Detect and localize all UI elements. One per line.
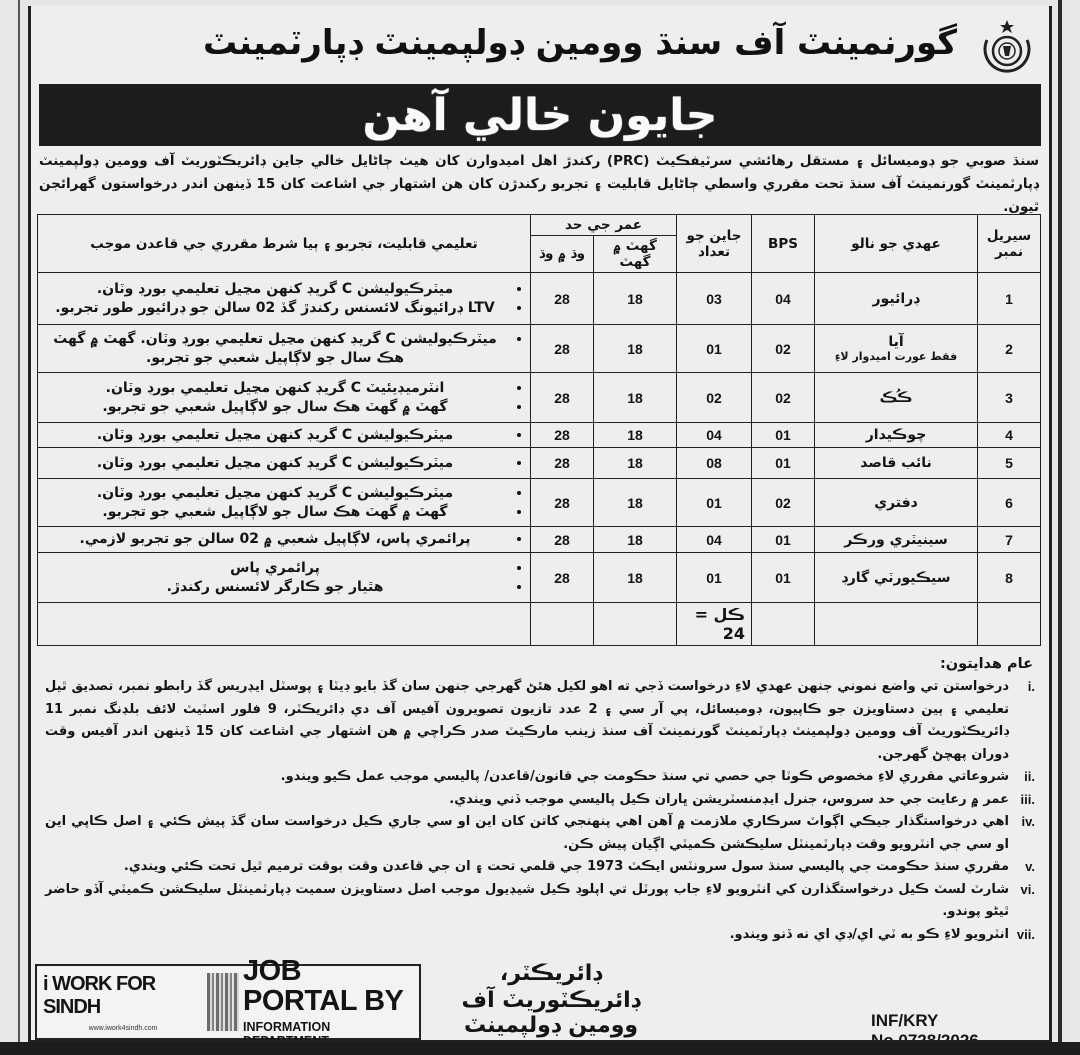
logo-subtitle: INFORMATION	[243, 1020, 331, 1034]
header-age-limit: عمر جي حد	[531, 215, 677, 236]
general-instructions	[39, 656, 1039, 946]
bps-cell: 01	[752, 448, 815, 479]
requirements-cell	[38, 373, 531, 423]
serial-cell: 3	[978, 373, 1041, 423]
requirements-cell	[38, 325, 531, 373]
instruction-number: ii.	[1024, 769, 1035, 784]
signature-title: ڊائريڪٽر،	[499, 961, 603, 986]
instruction-text: عمر ۾ رعايت جي حد سروس، جنرل ايڊمنسٽريشن ڀاران ڪيل پاليسي موجب ڏني ويندي.	[449, 791, 1009, 807]
instruction-text: شروعاتي مقرري لاءِ مخصوص ڪوٽا جي حصي تي سنڌ حڪومت جي قانون/قاعدن/ پاليسي موجب عمل ڪيو ويندو.	[280, 769, 1009, 784]
table-header-row	[38, 215, 1041, 236]
bps-cell: 01	[752, 553, 815, 603]
requirement-item: • ميٽرڪيوليشن C گريڊ کنهن مڃيل تعليمي بورڊ وٽان. گهٽ ۾ گهٽ هڪ سال جو لاڳاپيل شعبي جو تجربو.	[44, 330, 506, 368]
instruction-number: vi.	[1020, 881, 1035, 897]
post-cell	[815, 325, 978, 373]
total-posts: ڪل = 24	[677, 603, 752, 646]
requirement-item: • ميٽرڪيوليشن C گريڊ کنهن مڃيل تعليمي بورڊ وٽان.	[44, 280, 506, 299]
requirements-cell	[38, 553, 531, 603]
banner-title: جايون خالي آهن	[362, 89, 718, 141]
logo-brand: i WORK FOR SINDH	[43, 972, 156, 1018]
serial-cell: 8	[978, 553, 1041, 603]
age-max-cell: 28	[531, 373, 594, 423]
header-age-min: گهٽ ۾ گهٽ	[594, 236, 677, 273]
instruction-item	[45, 766, 1035, 789]
page-bottom-edge	[0, 1042, 1080, 1055]
table-row	[38, 479, 1041, 527]
requirement-item: • پرائمري پاس، لاڳاپيل شعبي ۾ 02 سالن جو تجربو لازمي.	[44, 530, 506, 549]
header-age-max: وڌ ۾ وڌ	[531, 236, 594, 273]
bps-cell: 04	[752, 273, 815, 325]
instruction-text: مقرري سنڌ حڪومت جي پاليسي سنڌ سول سرونٽس ايڪٽ 1973 جي قلمي تحت ۽ ان جي قاعدن وقت بوقت ترميم ٿيل تحت ڪئي ويندي.	[123, 859, 1009, 874]
age-min-cell: 18	[594, 527, 677, 553]
post-cell	[815, 553, 978, 603]
intro-paragraph: سنڌ صوبي جو ڊوميسائل ۽ مستقل رهائشي سرٽيفڪيٽ (PRC) رکندڙ اهل اميدوارن کان هيٺ ڄاڻايل خالي جاين ڊائريڪٽوريٽ آف وومين ڊولپمينٽ ڊپارٽمينٽ گورنمينٽ آف سنڌ تحت مقرري واسطي ڄاڻايل قابليت ۽ تجربو رکندڙن کان هن اشتهار جي اشاعت کان 15 ڏينهن اندر درخواستون گهرائجن ٿيون.	[39, 153, 1040, 215]
requirement-item: • انٽرميڊيئيٽ C گريڊ کنهن مڃيل تعليمي بورڊ وٽان.	[44, 379, 506, 398]
instruction-item	[45, 676, 1035, 766]
serial-cell: 1	[978, 273, 1041, 325]
post-cell	[815, 373, 978, 423]
job-portal-logo	[35, 955, 421, 1040]
age-min-cell: 18	[594, 553, 677, 603]
instruction-item	[45, 811, 1035, 856]
post-name: دفتري	[874, 494, 918, 511]
requirements-cell	[38, 423, 531, 448]
instruction-text: اهي درخواستگذار جيڪي اڳواٽ سرڪاري ملازمت ۾ آهن اهي پنهنجي کاتن کان اين او سي جاري ڪيل درخواست سان گڏ پيش ڪئي ۽ اصل ڪاپي اين او سي جي انٽرويو وقت ڊپارٽمينٽل سليڪشن ڪميٽي اڳيان پيش ڪن.	[45, 814, 1009, 852]
instruction-text: شارٽ لسٽ ڪيل درخواستگذارن کي انٽرويو لاءِ جاب پورٽل تي اپلوڊ ڪيل شيڊيول موجب اصل دستاويزن سميت ڊپارٽمينٽل سليڪشن ڪميٽي آڏو حاضر ٿيڻو پوندو.	[45, 881, 1009, 919]
page-edge-right	[1058, 0, 1062, 1055]
count-cell: 03	[677, 273, 752, 325]
post-name: ڪُڪ	[879, 389, 913, 406]
serial-cell: 2	[978, 325, 1041, 373]
instructions-list	[39, 676, 1039, 946]
header-serial: سيريل نمبر	[978, 215, 1041, 273]
bps-cell: 01	[752, 527, 815, 553]
instruction-item	[45, 879, 1035, 924]
table-row	[38, 373, 1041, 423]
post-cell	[815, 448, 978, 479]
empty-cell	[531, 603, 594, 646]
table-row	[38, 553, 1041, 603]
serial-cell: 4	[978, 423, 1041, 448]
post-cell	[815, 273, 978, 325]
requirement-item: • LTV ڊرائيونگ لائسنس رکندڙ گڏ 02 سالن جو ڊرائيور طور تجربو.	[44, 299, 506, 318]
sindh-government-emblem-icon	[979, 18, 1035, 78]
header	[31, 6, 1049, 80]
post-cell	[815, 423, 978, 448]
age-max-cell: 28	[531, 423, 594, 448]
empty-cell	[978, 603, 1041, 646]
bps-cell: 01	[752, 423, 815, 448]
bps-cell: 02	[752, 373, 815, 423]
bps-cell: 02	[752, 325, 815, 373]
header-post: عهدي جو نالو	[815, 215, 978, 273]
count-cell: 01	[677, 325, 752, 373]
table-row	[38, 527, 1041, 553]
age-min-cell: 18	[594, 373, 677, 423]
instruction-number: i.	[1027, 679, 1035, 694]
header-count: جاين جو تعداد	[677, 215, 752, 273]
header-requirements: تعليمي قابليت، تجربو ۽ ٻيا شرط مقرري جي قاعدن موجب	[38, 215, 531, 273]
instruction-item	[45, 856, 1035, 879]
serial-cell: 6	[978, 479, 1041, 527]
logo-title: JOB PORTAL BY	[243, 955, 404, 1017]
signature-block	[426, 961, 676, 1038]
reference-number: INF/KRY	[871, 1011, 939, 1030]
requirements-cell	[38, 527, 531, 553]
instruction-item	[45, 789, 1035, 812]
age-min-cell: 18	[594, 448, 677, 479]
qr-code-icon	[207, 973, 239, 1031]
count-cell: 04	[677, 423, 752, 448]
serial-cell: 5	[978, 448, 1041, 479]
count-cell: 04	[677, 527, 752, 553]
instruction-text: انٽرويو لاءِ ڪو به ٽي اي/ڊي اي نه ڏنو ويندو.	[729, 926, 1009, 942]
page-edge-left	[18, 0, 20, 1055]
post-name: نائب قاصد	[860, 455, 932, 471]
serial-cell: 7	[978, 527, 1041, 553]
requirements-cell	[38, 273, 531, 325]
instruction-item	[45, 924, 1035, 947]
requirement-item: • گهٽ ۾ گهٽ هڪ سال جو لاڳاپيل شعبي جو تجربو.	[44, 398, 506, 417]
empty-cell	[38, 603, 531, 646]
post-name: سيڪيورٽي گارڊ	[841, 569, 951, 586]
count-cell: 01	[677, 479, 752, 527]
table-row	[38, 273, 1041, 325]
instruction-number: vii.	[1016, 926, 1035, 942]
table-row	[38, 325, 1041, 373]
requirement-item: • ميٽرڪيوليشن C گريڊ کنهن مڃيل تعليمي بورڊ وٽان.	[44, 426, 506, 445]
requirement-item: • ميٽرڪيوليشن C گريڊ کنهن مڃيل تعليمي بورڊ وٽان.	[44, 454, 506, 473]
post-note: فقط عورت اميدوار لاءِ	[834, 350, 958, 363]
age-max-cell: 28	[531, 479, 594, 527]
post-name: آيا	[888, 334, 904, 350]
age-min-cell: 18	[594, 273, 677, 325]
instructions-heading: عام هدايتون:	[939, 656, 1033, 672]
age-max-cell: 28	[531, 273, 594, 325]
instruction-text: درخواستن تي واضع نموني جنهن عهدي لاءِ درخواست ڏجي ته اهو لکيل هئڻ گهرجي جنهن سان گڏ بايو ڊيٽا ۽ پوسٽل ايڊريس گڏ رابطو نمبر، تصديق ٿيل تعليمي ۽ ٻين دستاويزن جو ڪاپيون، ڊوميسائل، پي آر سي ۽ 2 عدد تازيون تصويرون آفيس آف دي ڊائريڪٽر، 9 فلور اسٽيٽ لائف بلڊنگ نمبر 11 ڊائريڪٽوريٽ آف وومين ڊولپمينٽ ڊپارٽمينٽ گورنمينٽ آف سنڌ زينب مارڪيٽ صدر ڪراچي ۾ هن اشتهار جي اشاعت کان 15 ڏينهن اندر آفيس وقت دوران پهچڻ گهرجن.	[45, 679, 1010, 762]
count-cell: 08	[677, 448, 752, 479]
count-cell: 02	[677, 373, 752, 423]
table-row	[38, 423, 1041, 448]
vacancies-banner	[39, 84, 1041, 146]
age-max-cell: 28	[531, 448, 594, 479]
header-bps: BPS	[752, 215, 815, 273]
requirements-cell	[38, 448, 531, 479]
age-max-cell: 28	[531, 325, 594, 373]
instruction-number: iv.	[1021, 814, 1035, 829]
vacancies-table	[37, 214, 1041, 646]
requirement-item: • گهٽ ۾ گهٽ هڪ سال جو لاڳاپيل شعبي جو تجربو.	[44, 503, 506, 522]
post-name: چوڪيدار	[865, 427, 927, 443]
age-min-cell: 18	[594, 325, 677, 373]
instruction-number: v.	[1025, 859, 1035, 874]
bps-cell: 02	[752, 479, 815, 527]
requirement-item: • ميٽرڪيوليشن C گريڊ کنهن مڃيل تعليمي بورڊ وٽان.	[44, 484, 506, 503]
post-name: ڊرائيور	[872, 290, 920, 307]
requirement-item: • هٿيار جو ڪارگر لائسنس رکندڙ.	[44, 578, 506, 597]
post-name: سينيٽري ورڪر	[844, 531, 948, 548]
post-cell	[815, 527, 978, 553]
post-cell	[815, 479, 978, 527]
requirements-cell	[38, 479, 531, 527]
requirement-item: • پرائمري پاس	[44, 559, 506, 578]
age-min-cell: 18	[594, 423, 677, 448]
empty-cell	[594, 603, 677, 646]
signature-org: ڊائريڪٽوريٽ آف وومين ڊولپمينٽ	[461, 988, 641, 1038]
age-max-cell: 28	[531, 527, 594, 553]
count-cell: 01	[677, 553, 752, 603]
age-max-cell: 28	[531, 553, 594, 603]
total-row	[38, 603, 1041, 646]
job-advertisement	[28, 6, 1052, 1044]
instruction-number: iii.	[1020, 791, 1035, 807]
empty-cell	[815, 603, 978, 646]
age-min-cell: 18	[594, 479, 677, 527]
empty-cell	[752, 603, 815, 646]
table-row	[38, 448, 1041, 479]
department-title: گورنمينٽ آف سنڌ وومين ڊولپمينٽ ڊپارٽمينٽ	[202, 23, 958, 63]
logo-url: www.iwork4sindh.com	[88, 1024, 158, 1032]
